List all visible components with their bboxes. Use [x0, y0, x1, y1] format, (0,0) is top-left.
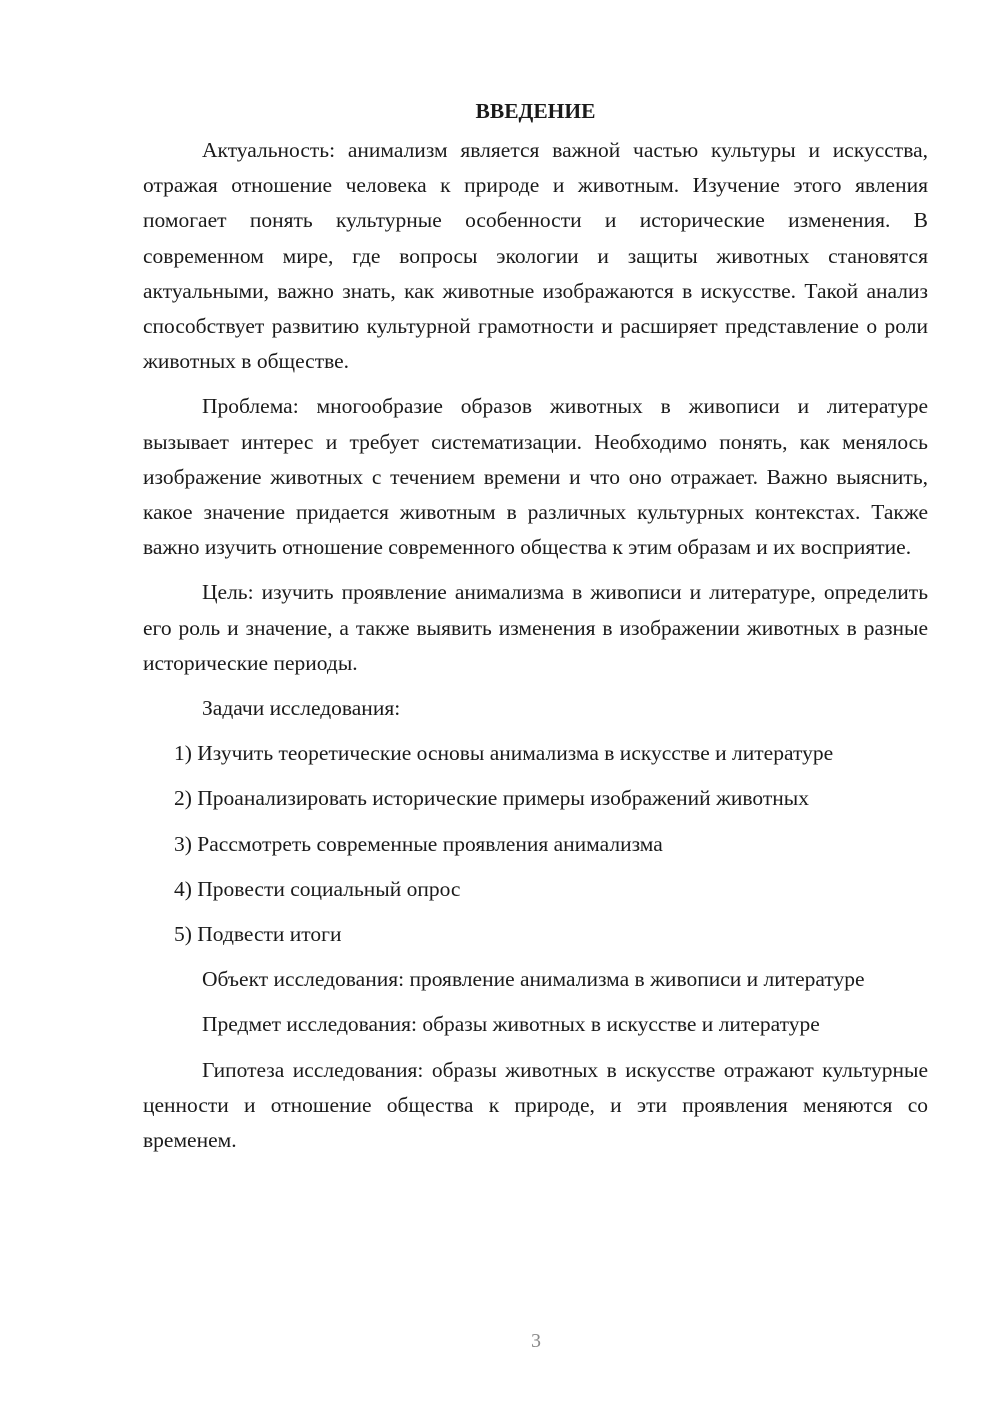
task-item-2: 2) Проанализировать исторические примеры изображений животных: [174, 786, 809, 811]
document-page: [143, 94, 928, 1168]
tasks-heading: Задачи исследования:: [202, 696, 401, 721]
paragraph-subject: Предмет исследования: образы животных в искусстве и литературе: [202, 1012, 820, 1037]
task-item-4: 4) Провести социальный опрос: [174, 876, 461, 901]
paragraph-hypothesis: Гипотеза исследования: образы животных в искусстве отражают культурные ценности и отношение общества к природе, и эти проявления меняются со временем.: [143, 1057, 928, 1153]
paragraph-goal: Цель: изучить проявление анимализма в живописи и литературе, определить его роль и значение, а также выявить изменения в изображении животных в разные исторические периоды.: [143, 580, 928, 675]
paragraph-object: Объект исследования: проявление анимализма в живописи и литературе: [202, 967, 865, 992]
paragraph-problem: Проблема: многообразие образов животных в живописи и литературе вызывает интерес и требует систематизации. Необходимо понять, как менялось изображение животных с течением времени и что оно отражает. Важно выяснить, какое значение придается животным в различных культурных контекстах. Также важно изучить отношение современного общества к этим образам и их восприятие.: [143, 394, 928, 560]
task-item-1: 1) Изучить теоретические основы анимализма в искусстве и литературе: [174, 741, 834, 766]
page-number: 3: [531, 1330, 541, 1352]
task-item-5: 5) Подвести итоги: [174, 922, 342, 947]
page-title: ВВЕДЕНИЕ: [475, 99, 596, 123]
paragraph-relevance: Актуальность: анимализм является важной частью культуры и искусства, отражая отношение человека к природе и животным. Изучение этого явления помогает понять культурные особенности и исторические изменения. В современном мире, где вопросы экологии и защиты животных становятся актуальными, важно знать, как животные изображаются в искусстве. Такой анализ способствует развитию культурной грамотности и расширяет представление о роли животных в обществе.: [143, 138, 928, 374]
task-item-3: 3) Рассмотреть современные проявления анимализма: [174, 831, 663, 856]
